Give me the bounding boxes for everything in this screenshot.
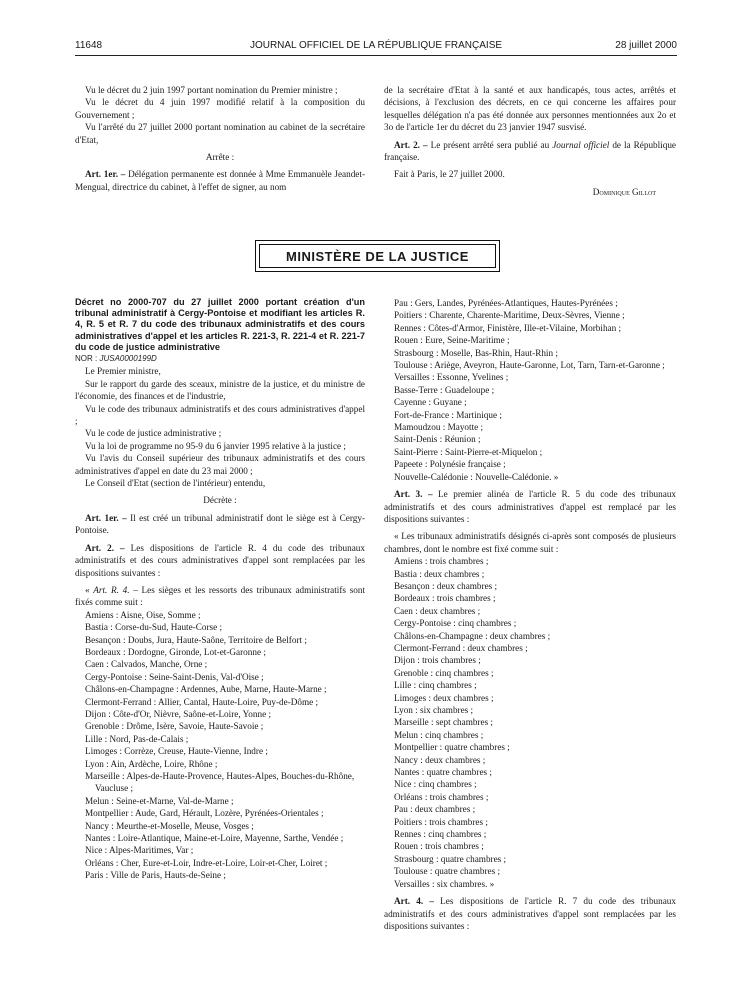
- preamble-line: Vu le code des tribunaux administratifs et des cours administratives d'appel ;: [75, 403, 365, 427]
- header-rule: [75, 55, 677, 56]
- article-r4-label: Art. R. 4.: [93, 584, 130, 595]
- article-label: Art. 2. –: [394, 139, 428, 150]
- list-item: Toulouse : quatre chambres ;: [394, 866, 501, 877]
- article-r4-intro: [75, 584, 365, 609]
- list-item: Poitiers : trois chambres ;: [394, 816, 488, 827]
- list-item: Cayenne : Guyane ;: [394, 397, 467, 408]
- chambres-list: [384, 555, 676, 890]
- list-item: Nancy : deux chambres ;: [394, 754, 486, 765]
- list-item: Lyon : six chambres ;: [394, 705, 474, 715]
- article-label: Art. 2. –: [85, 542, 125, 553]
- list-item: Rennes : Côtes-d'Armor, Finistère, Ille-et-Vilaine, Morbihan ;: [394, 322, 622, 333]
- signature-place-date: Fait à Paris, le 27 juillet 2000.: [394, 169, 505, 180]
- list-item: Nantes : Loire-Atlantique, Maine-et-Loire, Mayenne, Sarthe, Vendée ;: [85, 833, 344, 844]
- list-item: Caen : Calvados, Manche, Orne ;: [85, 659, 208, 670]
- list-item: Pau : deux chambres ;: [394, 804, 476, 815]
- list-item: Bordeaux : Dordogne, Gironde, Lot-et-Garonne ;: [85, 646, 266, 657]
- list-item: Dijon : trois chambres ;: [394, 655, 481, 666]
- visa: Vu le décret du 4 juin 1997 modifié relatif à la composition du Gouvernement ;: [75, 97, 365, 120]
- article-label: Art. 3. –: [394, 489, 433, 500]
- list-item: Basse-Terre : Guadeloupe ;: [394, 384, 495, 395]
- list-item: Dijon : Côte-d'Or, Nièvre, Saône-et-Loire, Yonne ;: [85, 708, 272, 719]
- list-item: Nancy : Meurthe-et-Moselle, Meuse, Vosges ;: [85, 820, 254, 831]
- list-item: Amiens : trois chambres ;: [394, 556, 489, 567]
- list-item: Nantes : quatre chambres ;: [394, 767, 492, 778]
- article-text: Le premier alinéa de l'article R. 5 du code des tribunaux administratifs et des cours administratives d'appel est remplacé par les dispositions suivantes :: [384, 489, 677, 524]
- list-item: Cergy-Pontoise : cinq chambres ;: [394, 618, 517, 629]
- bottom-left-column: [75, 297, 365, 882]
- article-text-end: de la République française.: [384, 139, 676, 163]
- bottom-right-column: [384, 297, 676, 932]
- visa: Vu l'arrêté du 27 juillet 2000 portant nomination au cabinet de la secrétaire d'Etat,: [75, 122, 365, 145]
- list-item: Pau : Gers, Landes, Pyrénées-Atlantiques, Hautes-Pyrénées ;: [394, 298, 618, 308]
- list-item: Clermont-Ferrand : Allier, Cantal, Haute-Loire, Puy-de-Dôme ;: [85, 696, 319, 707]
- list-item: Besançon : Doubs, Jura, Haute-Saône, Territoire de Belfort ;: [85, 634, 307, 645]
- article-3: [384, 488, 676, 525]
- top-left-column: [75, 84, 365, 193]
- list-item: Rouen : trois chambres ;: [394, 841, 484, 852]
- preamble-line: Vu la loi de programme no 95-9 du 6 janvier 1995 relative à la justice ;: [85, 440, 346, 451]
- list-item: Limoges : deux chambres ;: [394, 692, 494, 703]
- signatory-name: Dominique Gillot: [592, 186, 656, 197]
- decrete-heading: Décrète :: [203, 495, 237, 506]
- article-label: Art. 1er. –: [85, 512, 127, 523]
- article-1: [75, 512, 365, 537]
- arrete-heading: Arrête :: [205, 152, 235, 163]
- preamble-line: Sur le rapport du garde des sceaux, ministre de la justice, et du ministre de l'économie, des finances et de l'industrie,: [75, 378, 365, 402]
- list-item: Rennes : cinq chambres ;: [394, 829, 487, 840]
- article-r4-text: – Les sièges et les ressorts des tribunaux administratifs sont fixés comme suit :: [75, 584, 366, 608]
- list-item: Poitiers : Charente, Charente-Maritime, Deux-Sèvres, Vienne ;: [394, 310, 625, 321]
- issue-date: 28 juillet 2000: [615, 40, 677, 51]
- top-right-column: [384, 84, 676, 198]
- list-item: Saint-Denis : Réunion ;: [394, 434, 481, 445]
- list-item: Melun : cinq chambres ;: [394, 729, 484, 740]
- list-item: Limoges : Corrèze, Creuse, Haute-Vienne, Indre ;: [85, 746, 268, 757]
- list-item: Toulouse : Ariège, Aveyron, Haute-Garonne, Lot, Tarn, Tarn-et-Garonne ;: [394, 360, 665, 371]
- list-item: Cergy-Pontoise : Seine-Saint-Denis, Val-d'Oise ;: [85, 671, 264, 682]
- list-item: Bordeaux : trois chambres ;: [394, 593, 496, 604]
- preamble-line: Le Premier ministre,: [85, 366, 161, 377]
- nor-code: JUSA0000199D: [99, 354, 157, 364]
- preamble-line: Vu l'avis du Conseil supérieur des tribunaux administratifs et des cours administratives d'appel en date du 23 mai 2000 ;: [75, 453, 365, 476]
- list-item: Nice : Alpes-Maritimes, Var ;: [85, 845, 194, 856]
- list-item: Châlons-en-Champagne : Ardennes, Aube, Marne, Haute-Marne ;: [85, 684, 327, 695]
- decree-title: Décret no 2000-707 du 27 juillet 2000 portant création d'un tribunal administratif à Cergy-Pontoise et modifiant les articles R. 4, R. 5 et R. 7 du code des tribunaux administratifs et des cours administratives d'appel et les articles R. 221-3, R. 221-4 et R. 221-7 du code de justice administrative: [75, 297, 365, 352]
- article-text: Il est créé un tribunal administratif dont le siège est à Cergy-Pontoise.: [75, 512, 365, 536]
- article-1-continued: de la secrétaire d'Etat à la santé et aux handicapés, tous actes, arrêtés et décisions, à l'exclusion des décrets, en ce qui concerne les affaires pour lesquelles délégation n'a pas été donnée aux personnes mentionnées aux 2o et 3o de l'article 1er du décret du 23 janvier 1947 susvisé.: [384, 85, 676, 133]
- quote-open: «: [85, 584, 94, 595]
- list-item: Mamoudzou : Mayotte ;: [394, 422, 484, 433]
- list-item: Lille : cinq chambres ;: [394, 680, 477, 691]
- running-header: [75, 38, 677, 54]
- list-item: Paris : Ville de Paris, Hauts-de-Seine ;: [85, 870, 226, 881]
- journal-officiel-ref: Journal officiel: [552, 139, 610, 150]
- list-item: Caen : deux chambres ;: [394, 605, 481, 616]
- article-text: Les dispositions de l'article R. 4 du code des tribunaux administratifs et des cours administratives d'appel sont remplacées par les dispositions suivantes :: [75, 542, 365, 578]
- list-item: Marseille : sept chambres ;: [394, 717, 493, 728]
- list-item: Amiens : Aisne, Oise, Somme ;: [85, 609, 201, 620]
- list-item: Bastia : Corse-du-Sud, Haute-Corse ;: [85, 622, 223, 633]
- list-item: Melun : Seine-et-Marne, Val-de-Marne ;: [85, 795, 234, 806]
- list-item: Orléans : Cher, Eure-et-Loir, Indre-et-Loire, Loir-et-Cher, Loiret ;: [85, 857, 328, 868]
- list-item: Montpellier : Aude, Gard, Hérault, Lozère, Pyrénées-Orientales ;: [85, 808, 324, 819]
- article-label: Art. 1er. –: [85, 169, 126, 180]
- list-item: Châlons-en-Champagne : deux chambres ;: [394, 630, 551, 641]
- journal-title: JOURNAL OFFICIEL DE LA RÉPUBLIQUE FRANÇAISE: [249, 40, 503, 51]
- article-1: [75, 168, 365, 193]
- list-item: Orléans : trois chambres ;: [394, 791, 489, 802]
- list-item: Saint-Pierre : Saint-Pierre-et-Miquelon ;: [394, 446, 543, 457]
- preamble-line: Le Conseil d'Etat (section de l'intérieur) entendu,: [85, 478, 266, 489]
- ministry-heading: MINISTÈRE DE LA JUSTICE: [259, 244, 496, 268]
- article-r5-intro: « Les tribunaux administratifs désignés ci-après sont composés de plusieurs chambres, dont le nombre est fixé comme suit :: [384, 531, 676, 554]
- preamble-line: Vu le code de justice administrative ;: [85, 428, 222, 439]
- list-item: Papeete : Polynésie française ;: [394, 459, 506, 470]
- list-item: Bastia : deux chambres ;: [394, 568, 485, 579]
- ministry-heading-box: [255, 240, 500, 272]
- article-4: [384, 895, 676, 932]
- list-item: Lyon : Ain, Ardèche, Loire, Rhône ;: [85, 758, 218, 769]
- list-item: Strasbourg : Moselle, Bas-Rhin, Haut-Rhin ;: [394, 347, 558, 358]
- list-item: Grenoble : cinq chambres ;: [394, 667, 494, 678]
- list-item: Grenoble : Drôme, Isère, Savoie, Haute-Savoie ;: [85, 721, 264, 732]
- article-text: Délégation permanente est donnée à Mme Emmanuèle Jeandet-Mengual, directrice du cabinet, à l'effet de signer, au nom: [75, 169, 366, 192]
- list-item: Lille : Nord, Pas-de-Calais ;: [85, 733, 189, 744]
- list-item: Besançon : deux chambres ;: [394, 580, 498, 591]
- article-2: [384, 139, 676, 164]
- visa: Vu le décret du 2 juin 1997 portant nomination du Premier ministre ;: [85, 85, 338, 95]
- nor-reference: [75, 353, 365, 365]
- sieges-list-continued: [384, 297, 676, 483]
- list-item: Strasbourg : quatre chambres ;: [394, 853, 507, 864]
- article-text: Le présent arrêté sera publié au: [430, 139, 553, 150]
- article-text: Les dispositions de l'article R. 7 du code des tribunaux administratifs et des cours administratives d'appel sont remplacées par les dispositions suivantes :: [384, 896, 676, 931]
- sieges-list: [75, 609, 365, 882]
- list-item: Versailles : Essonne, Yvelines ;: [394, 372, 509, 383]
- list-item: Versailles : six chambres. »: [394, 878, 495, 889]
- list-item: Fort-de-France : Martinique ;: [394, 409, 502, 420]
- list-item: Nice : cinq chambres ;: [394, 779, 477, 790]
- list-item: Nouvelle-Calédonie : Nouvelle-Calédonie. »: [394, 471, 559, 482]
- nor-label: NOR :: [75, 354, 100, 364]
- list-item: Clermont-Ferrand : deux chambres ;: [394, 642, 528, 653]
- article-2: [75, 542, 365, 579]
- list-item: Rouen : Eure, Seine-Maritime ;: [394, 335, 510, 346]
- list-item: Marseille : Alpes-de-Haute-Provence, Hautes-Alpes, Bouches-du-Rhône, Vaucluse ;: [85, 771, 355, 794]
- article-label: Art. 4. –: [394, 896, 434, 907]
- page-number: 11648: [75, 40, 103, 51]
- list-item: Montpellier : quatre chambres ;: [394, 742, 510, 753]
